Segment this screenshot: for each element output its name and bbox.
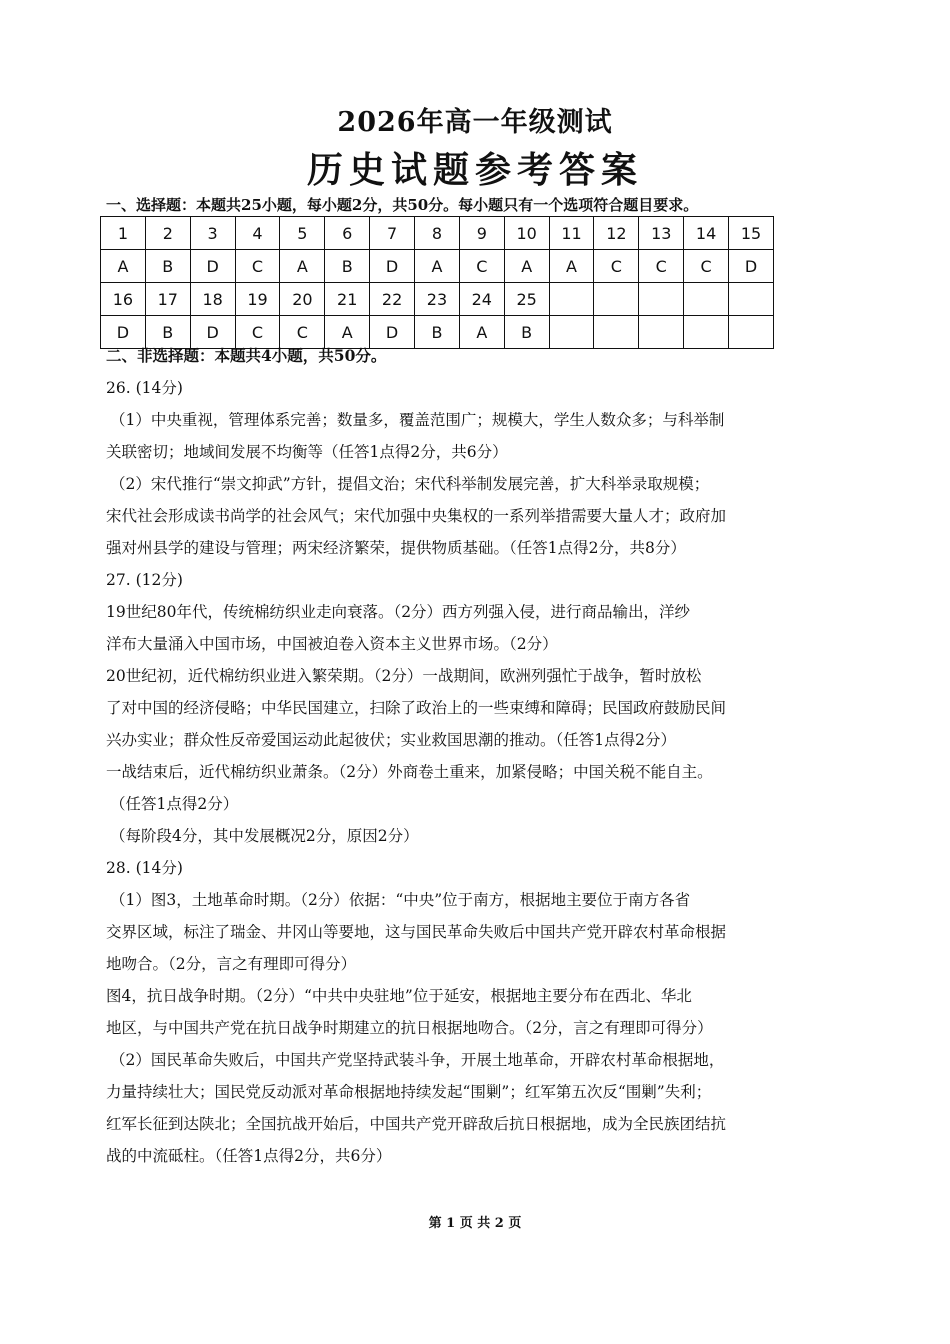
question-number: 20 bbox=[280, 283, 325, 316]
question-number: 25 bbox=[504, 283, 549, 316]
answer-letter: D bbox=[101, 316, 146, 349]
question-number: 8 bbox=[415, 217, 460, 250]
answer-letter: D bbox=[190, 250, 235, 283]
answer-letter: B bbox=[325, 250, 370, 283]
question-number: 23 bbox=[415, 283, 460, 316]
answer-letter: D bbox=[190, 316, 235, 349]
question-number: 15 bbox=[729, 217, 774, 250]
answer-letter: A bbox=[280, 250, 325, 283]
table-row bbox=[101, 217, 774, 250]
document-title: 历史试题参考答案 bbox=[306, 149, 643, 191]
answer-letter: D bbox=[370, 250, 415, 283]
answer-line: 19世纪80年代，传统棉纺织业走向衰落。（2分）西方列强入侵，进行商品输出，洋纱 bbox=[106, 603, 691, 621]
question-26-heading: 26. (14分) bbox=[106, 379, 183, 397]
section1-heading: 一、选择题：本题共25小题，每小题2分，共50分。每小题只有一个选项符合题目要求。 bbox=[106, 196, 699, 214]
question-number: 16 bbox=[101, 283, 146, 316]
question-number: 6 bbox=[325, 217, 370, 250]
question-number: 14 bbox=[684, 217, 729, 250]
question-number: 12 bbox=[594, 217, 639, 250]
answer-line: 地吻合。（2分，言之有理即可得分） bbox=[106, 955, 357, 973]
empty-cell bbox=[729, 283, 774, 316]
answer-letter: C bbox=[235, 250, 280, 283]
answer-letter: C bbox=[280, 316, 325, 349]
question-number: 13 bbox=[639, 217, 684, 250]
table-row bbox=[101, 250, 774, 283]
question-number: 24 bbox=[459, 283, 504, 316]
answer-letter: C bbox=[684, 250, 729, 283]
empty-cell bbox=[594, 283, 639, 316]
answer-letter: A bbox=[504, 250, 549, 283]
answer-letter: B bbox=[504, 316, 549, 349]
answer-line: 兴办实业；群众性反帝爱国运动此起彼伏；实业救国思潮的推动。（任答1点得2分） bbox=[106, 731, 676, 749]
answer-letter: A bbox=[101, 250, 146, 283]
answer-letter: C bbox=[235, 316, 280, 349]
question-number: 2 bbox=[145, 217, 190, 250]
answer-line: 一战结束后，近代棉纺织业萧条。（2分）外商卷土重来，加紧侵略；中国关税不能自主。 bbox=[106, 763, 713, 781]
answer-line: 红军长征到达陕北；全国抗战开始后，中国共产党开辟敌后抗日根据地，成为全民族团结抗 bbox=[106, 1115, 727, 1133]
answer-line: 关联密切；地域间发展不均衡等（任答1点得2分，共6分） bbox=[106, 443, 508, 461]
answer-line: 洋布大量涌入中国市场，中国被迫卷入资本主义世界市场。（2分） bbox=[106, 635, 558, 653]
question-number: 10 bbox=[504, 217, 549, 250]
question-number: 11 bbox=[549, 217, 594, 250]
question-number: 7 bbox=[370, 217, 415, 250]
answer-letter: A bbox=[549, 250, 594, 283]
answer-line: 战的中流砥柱。（任答1点得2分，共6分） bbox=[106, 1147, 392, 1165]
empty-cell bbox=[684, 283, 729, 316]
question-number: 1 bbox=[101, 217, 146, 250]
answer-letter: D bbox=[729, 250, 774, 283]
empty-cell bbox=[549, 283, 594, 316]
answer-line: 交界区域，标注了瑞金、井冈山等要地，这与国民革命失败后中国共产党开辟农村革命根据 bbox=[106, 923, 727, 941]
answer-letter: A bbox=[459, 316, 504, 349]
answer-letter: D bbox=[370, 316, 415, 349]
answer-letter: B bbox=[145, 316, 190, 349]
question-number: 9 bbox=[459, 217, 504, 250]
answer-line: （每阶段4分，其中发展概况2分，原因2分） bbox=[110, 827, 419, 845]
question-number: 21 bbox=[325, 283, 370, 316]
question-28-heading: 28. (14分) bbox=[106, 859, 183, 877]
question-number: 22 bbox=[370, 283, 415, 316]
page-number: 第 1 页 共 2 页 bbox=[428, 1216, 522, 1231]
answer-line: 了对中国的经济侵略；中华民国建立，扫除了政治上的一些束缚和障碍；民国政府鼓励民间 bbox=[106, 699, 727, 717]
section2-body bbox=[106, 340, 776, 1172]
answer-table bbox=[100, 216, 774, 349]
answer-line: （1）图3，土地革命时期。（2分）依据：“中央”位于南方，根据地主要位于南方各省 bbox=[110, 891, 691, 909]
question-number: 3 bbox=[190, 217, 235, 250]
answer-line: 地区，与中国共产党在抗日战争时期建立的抗日根据地吻合。（2分，言之有理即可得分） bbox=[106, 1019, 713, 1037]
question-number: 17 bbox=[145, 283, 190, 316]
answer-letter: C bbox=[639, 250, 684, 283]
question-number: 18 bbox=[190, 283, 235, 316]
answer-letter: B bbox=[415, 316, 460, 349]
question-number: 4 bbox=[235, 217, 280, 250]
question-number: 19 bbox=[235, 283, 280, 316]
question-number: 5 bbox=[280, 217, 325, 250]
answer-letter: A bbox=[415, 250, 460, 283]
answer-letter: C bbox=[459, 250, 504, 283]
answer-line: 宋代社会形成读书尚学的社会风气；宋代加强中央集权的一系列举措需要大量人才；政府加 bbox=[106, 507, 727, 525]
question-27-heading: 27. (12分) bbox=[106, 571, 183, 589]
answer-line: （任答1点得2分） bbox=[110, 795, 239, 813]
answer-line: （2）宋代推行“崇文抑武”方针，提倡文治；宋代科举制发展完善，扩大科举录取规模； bbox=[110, 475, 710, 493]
answer-line: 强对州县学的建设与管理；两宋经济繁荣，提供物质基础。（任答1点得2分，共8分） bbox=[106, 539, 686, 557]
empty-cell bbox=[639, 283, 684, 316]
answer-letter: A bbox=[325, 316, 370, 349]
answer-line: 图4，抗日战争时期。（2分）“中共中央驻地”位于延安，根据地主要分布在西北、华北 bbox=[106, 987, 692, 1005]
answer-line: 20世纪初，近代棉纺织业进入繁荣期。（2分）一战期间，欧洲列强忙于战争，暂时放松 bbox=[106, 667, 702, 685]
section2-heading: 二、非选择题：本题共4小题，共50分。 bbox=[106, 346, 387, 365]
answer-letter: B bbox=[145, 250, 190, 283]
exam-title: 2026年高一年级测试 bbox=[337, 107, 613, 138]
table-row bbox=[101, 283, 774, 316]
answer-line: （1）中央重视，管理体系完善；数量多，覆盖范围广；规模大，学生人数众多；与科举制 bbox=[110, 411, 725, 429]
answer-line: （2）国民革命失败后，中国共产党坚持武装斗争，开展土地革命，开辟农村革命根据地， bbox=[110, 1051, 725, 1069]
answer-line: 力量持续壮大；国民党反动派对革命根据地持续发起“围剿”；红军第五次反“围剿”失利； bbox=[106, 1083, 712, 1101]
answer-letter: C bbox=[594, 250, 639, 283]
